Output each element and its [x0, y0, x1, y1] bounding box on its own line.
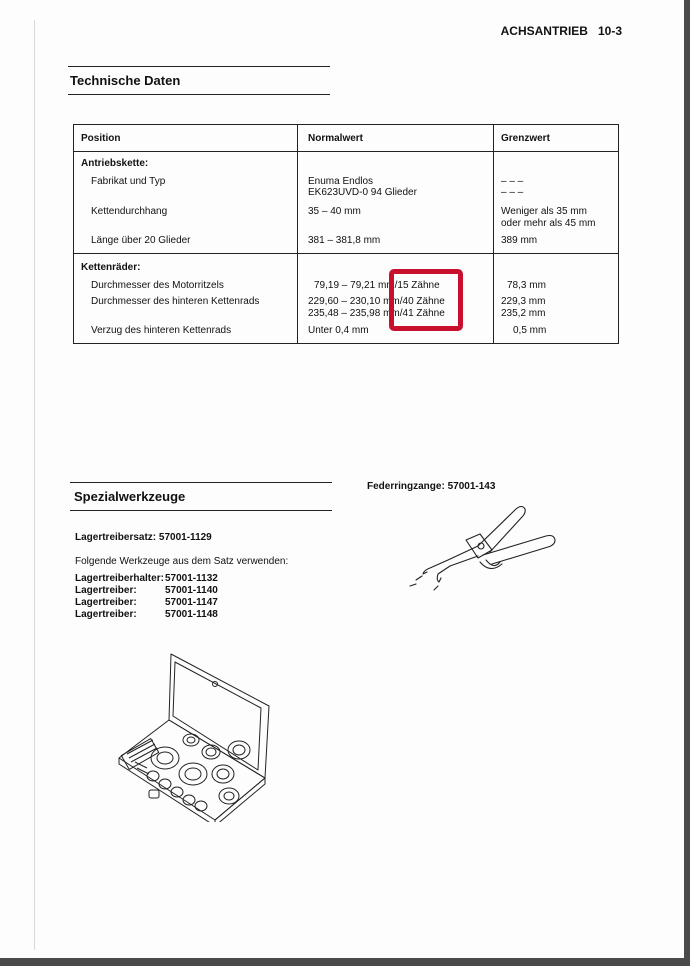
column-header-limit: Grenzwert	[501, 133, 550, 144]
row-position: Länge über 20 Glieder	[91, 235, 191, 246]
circlip-pliers-illustration	[408, 500, 568, 595]
tool-number: 57001-1140	[165, 585, 218, 596]
tool-name: Lagertreiber:	[75, 585, 137, 596]
row-position: Kettendurchhang	[91, 206, 168, 217]
row-limit: – – –	[501, 176, 524, 187]
row-limit: – – –	[501, 187, 524, 198]
row-normal: 381 – 381,8 mm	[308, 235, 381, 246]
tool-row	[75, 609, 218, 621]
tool-name: Lagertreiber:	[75, 597, 137, 608]
tool-name: Lagertreiberhalter:	[75, 573, 164, 584]
tool-name: Lagertreiber:	[75, 609, 137, 620]
special-tools-title: Spezialwerkzeuge	[74, 489, 186, 504]
row-limit: 78,3 mm	[507, 280, 546, 291]
technical-data-title: Technische Daten	[70, 73, 181, 88]
group-heading-chain: Antriebskette:	[81, 158, 149, 169]
page-shadow-right	[684, 0, 690, 966]
column-header-position: Position	[81, 133, 121, 144]
binding-line	[34, 20, 35, 950]
row-limit: 389 mm	[501, 235, 538, 246]
row-limit: oder mehr als 45 mm	[501, 218, 596, 229]
row-normal: Enuma Endlos	[308, 176, 374, 187]
row-normal: 229,60 – 230,10 mm/40 Zähne	[308, 296, 445, 307]
tool-number: 57001-1148	[165, 609, 218, 620]
row-position: Durchmesser des Motorritzels	[91, 280, 224, 291]
tools-rule-bottom	[70, 510, 332, 511]
row-normal: 79,19 – 79,21 mm/15 Zähne	[314, 280, 440, 291]
row-normal: 235,48 – 235,98 mm/41 Zähne	[308, 308, 445, 319]
technical-data-table	[73, 124, 619, 344]
tools-instruction: Folgende Werkzeuge aus dem Satz verwenden:	[75, 556, 289, 567]
group-heading-sprockets: Kettenräder:	[81, 262, 141, 273]
group-divider	[74, 253, 618, 254]
row-limit: 229,3 mm	[501, 296, 546, 307]
row-limit: 235,2 mm	[501, 308, 546, 319]
column-divider	[297, 125, 298, 343]
tool-row	[75, 573, 218, 585]
page-shadow-bottom	[0, 958, 690, 966]
column-header-normal: Normalwert	[308, 133, 364, 144]
row-position: Fabrikat und Typ	[91, 176, 166, 187]
page-number: 10-3	[597, 24, 622, 38]
highlight-box	[389, 269, 463, 331]
row-normal: Unter 0,4 mm	[308, 325, 369, 336]
row-normal: EK623UVD-0 94 Glieder	[308, 187, 417, 198]
page-header	[501, 24, 622, 38]
tool-row	[75, 597, 218, 609]
title-rule-top	[68, 66, 330, 67]
bearing-set-label: Lagertreibersatz: 57001-1129	[75, 532, 212, 543]
tool-row	[75, 585, 218, 597]
header-divider	[74, 151, 618, 152]
row-normal: 35 – 40 mm	[308, 206, 361, 217]
row-position: Durchmesser des hinteren Kettenrads	[91, 296, 260, 307]
tool-list	[75, 573, 218, 621]
row-limit: 0,5 mm	[513, 325, 547, 336]
tools-rule-top	[70, 482, 332, 483]
pliers-label: Federringzange: 57001-143	[367, 481, 496, 492]
column-divider	[493, 125, 494, 343]
title-rule-bottom	[68, 94, 330, 95]
section-name: ACHSANTRIEB	[500, 24, 588, 38]
tool-number: 57001-1147	[165, 597, 218, 608]
bearing-driver-set-illustration	[105, 650, 280, 822]
row-limit: Weniger als 35 mm	[501, 206, 587, 217]
tool-number: 57001-1132	[165, 573, 218, 584]
row-position: Verzug des hinteren Kettenrads	[91, 325, 232, 336]
